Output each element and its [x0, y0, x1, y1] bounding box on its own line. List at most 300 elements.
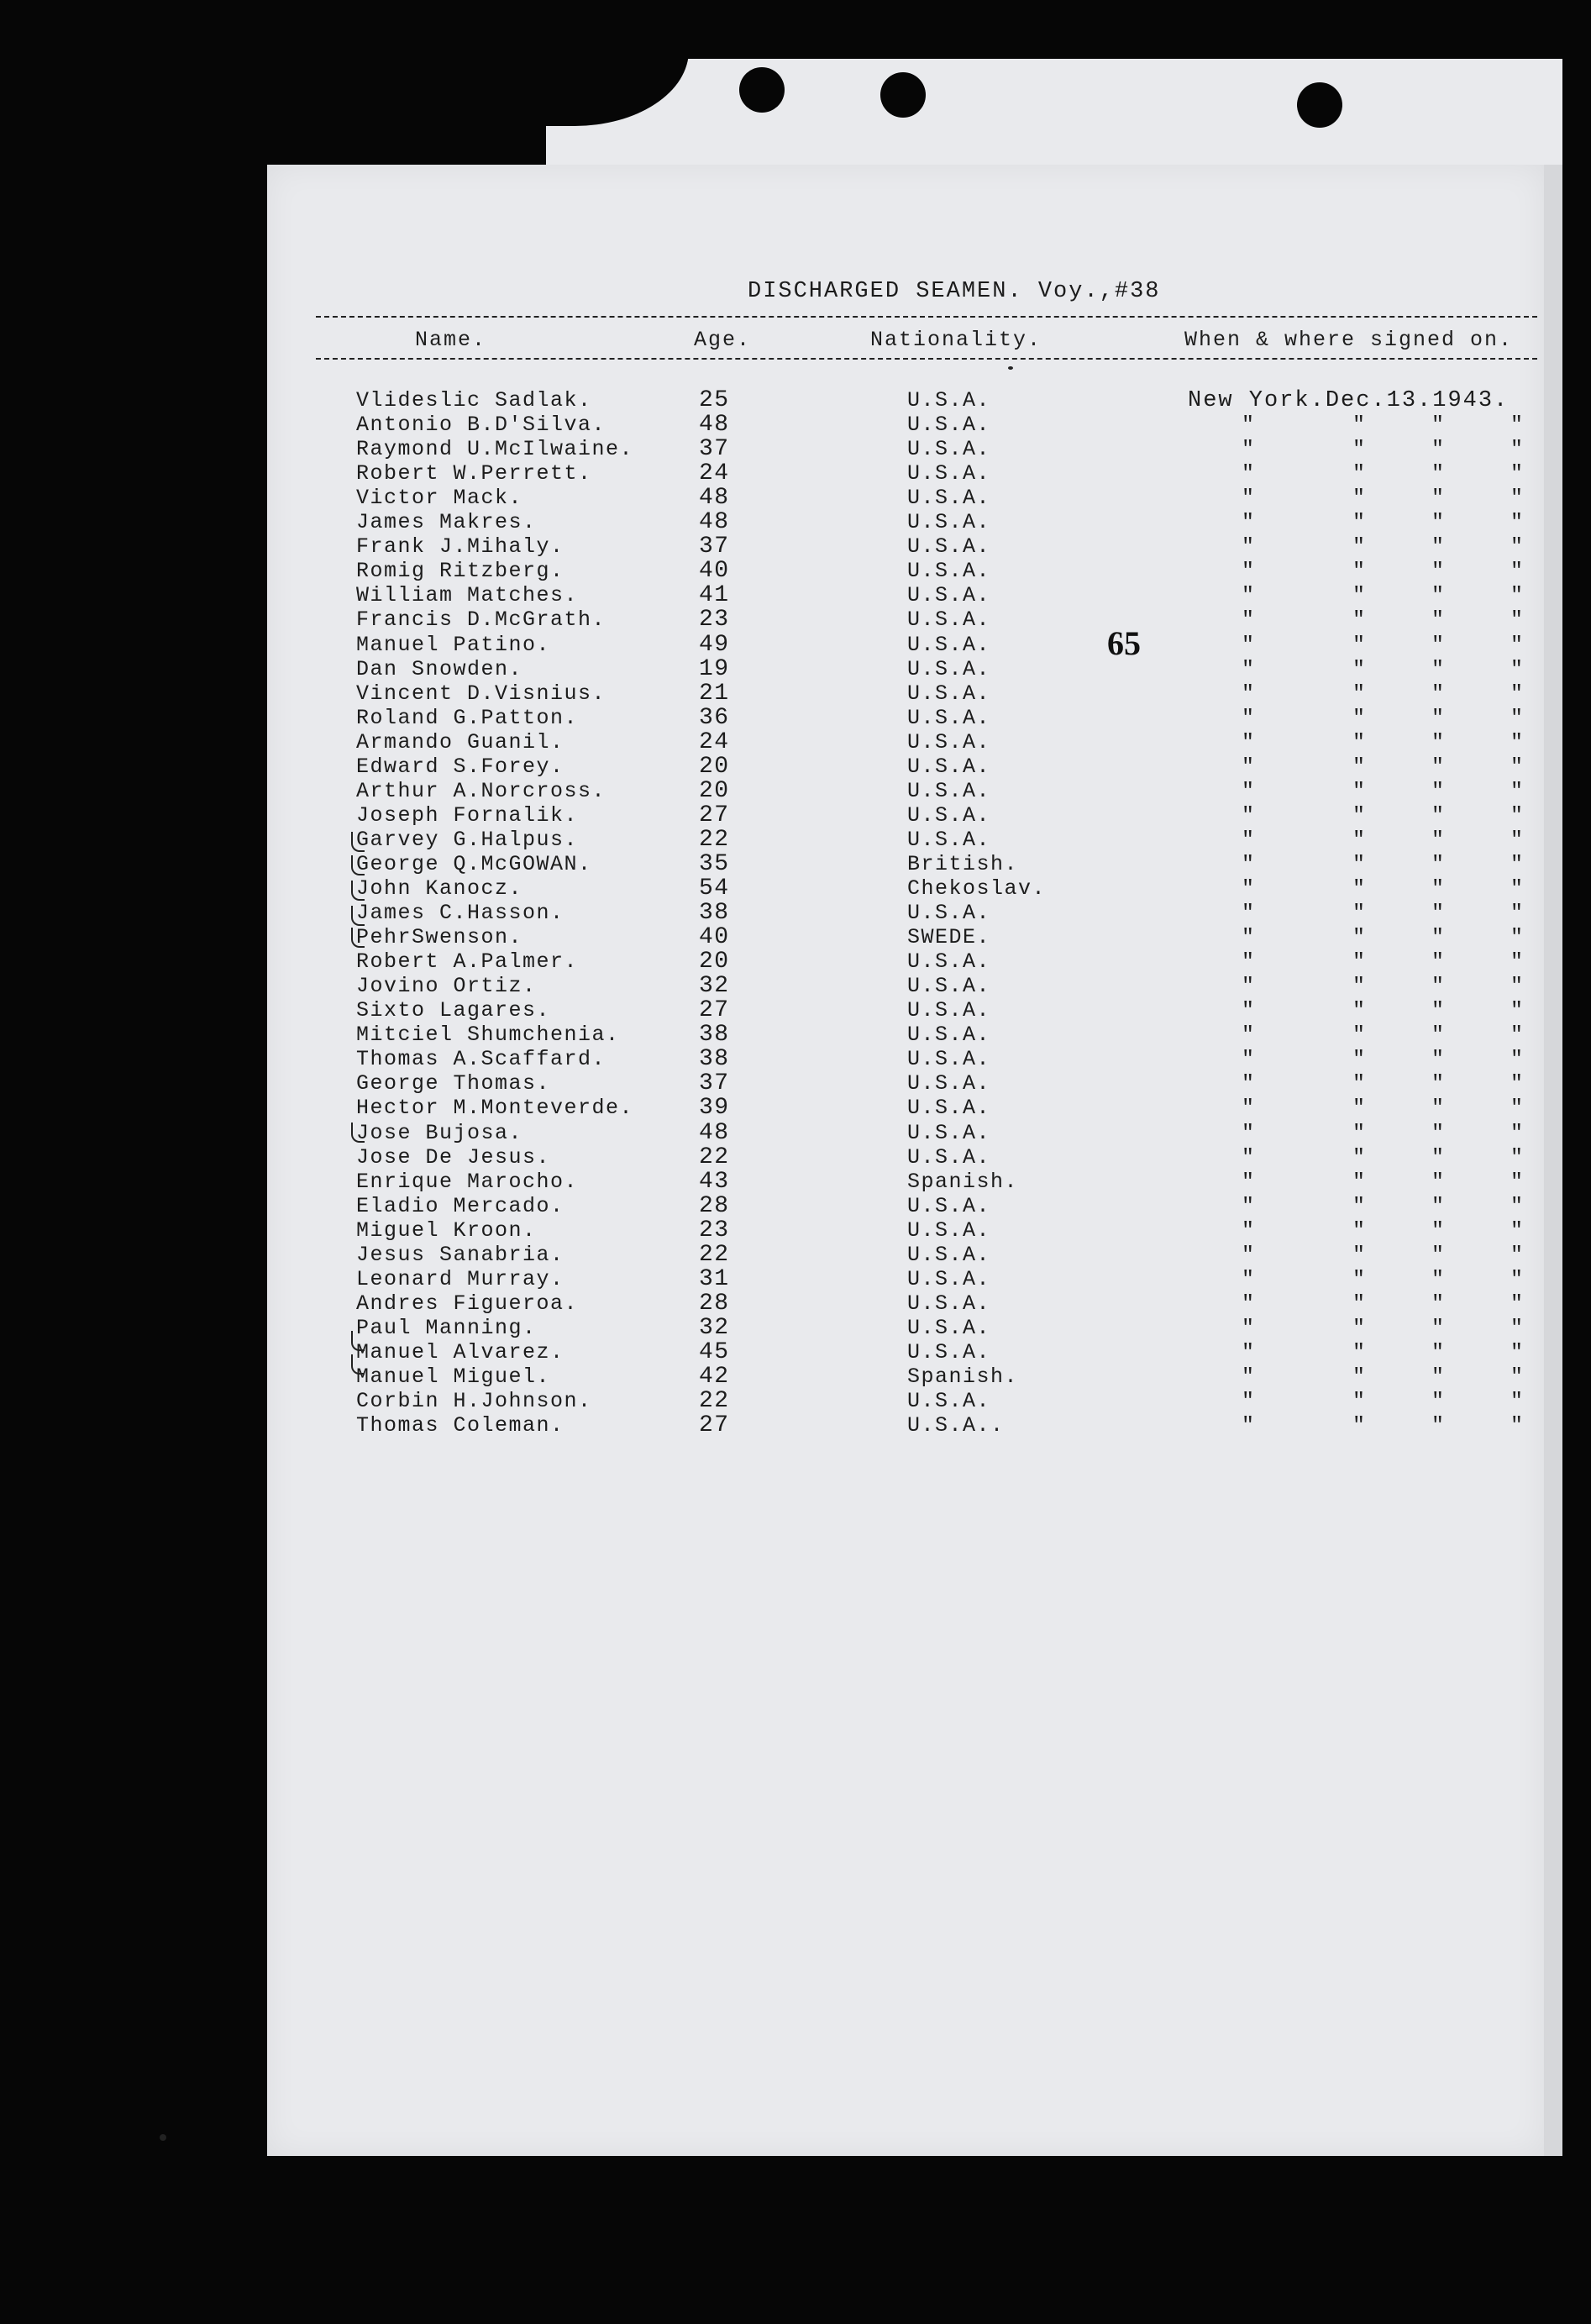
check-mark: [351, 928, 365, 948]
ditto-mark: ": [1352, 1120, 1367, 1145]
ditto-mark: ": [1352, 461, 1367, 486]
column-header-signed-on: When & where signed on.: [1184, 328, 1514, 352]
ditto-mark: ": [1510, 461, 1525, 486]
ditto-mark: ": [1352, 632, 1367, 657]
crew-age: 48: [699, 1119, 730, 1146]
table-row: [0, 1340, 1591, 1364]
table-row: [0, 388, 1591, 413]
crew-age: 27: [699, 997, 730, 1024]
crew-name: Vincent D.Visnius.: [356, 681, 606, 706]
ditto-mark: ": [1510, 1242, 1525, 1267]
ditto-mark: ": [1352, 510, 1367, 535]
crew-age: 42: [699, 1364, 730, 1390]
crew-age: 37: [699, 436, 730, 463]
ditto-mark: ": [1352, 1364, 1367, 1389]
ditto-mark: ": [1510, 1217, 1525, 1243]
crew-nationality: U.S.A.: [907, 388, 991, 413]
crew-age: 22: [699, 1388, 730, 1415]
ditto-mark: ": [1431, 534, 1446, 560]
crew-name: Romig Ritzberg.: [356, 559, 564, 584]
ditto-mark: ": [1352, 925, 1367, 950]
ditto-mark: ": [1352, 998, 1367, 1023]
crew-name: Paul Manning.: [356, 1315, 537, 1340]
crew-age: 23: [699, 1217, 730, 1243]
ditto-mark: ": [1510, 656, 1525, 681]
crew-nationality: U.S.A.: [907, 998, 991, 1023]
ditto-mark: ": [1242, 974, 1256, 999]
ditto-mark: ": [1242, 729, 1256, 755]
ditto-mark: ": [1352, 534, 1367, 560]
crew-name: George Thomas.: [356, 1071, 551, 1096]
table-row: [0, 607, 1591, 632]
table-row: [0, 1071, 1591, 1096]
ditto-mark: ": [1242, 534, 1256, 560]
column-header-nationality: Nationality.: [870, 328, 1042, 352]
ditto-mark: ": [1510, 925, 1525, 950]
crew-age: 22: [699, 826, 730, 853]
ditto-mark: ": [1352, 754, 1367, 779]
crew-nationality: U.S.A.: [907, 1242, 991, 1267]
crew-nationality: Chekoslav.: [907, 876, 1047, 901]
crew-age: 27: [699, 1412, 730, 1439]
crew-name: Thomas A.Scaffard.: [356, 1047, 606, 1072]
ditto-mark: ": [1510, 632, 1525, 657]
punch-hole: [739, 67, 785, 113]
ditto-mark: ": [1352, 1315, 1367, 1340]
ditto-mark: ": [1352, 681, 1367, 706]
crew-name: Francis D.McGrath.: [356, 607, 606, 633]
ditto-mark: ": [1510, 1413, 1525, 1438]
crew-name: PehrSwenson.: [356, 925, 523, 950]
ditto-mark: ": [1510, 1096, 1525, 1121]
ditto-mark: ": [1431, 1169, 1446, 1194]
ditto-mark: ": [1352, 1193, 1367, 1218]
ditto-mark: ": [1431, 974, 1446, 999]
table-row: [0, 998, 1591, 1023]
table-row: [0, 828, 1591, 852]
crew-age: 22: [699, 1241, 730, 1268]
crew-age: 28: [699, 1290, 730, 1317]
ditto-mark: ": [1242, 1023, 1256, 1048]
table-row: [0, 803, 1591, 828]
ditto-mark: ": [1352, 1389, 1367, 1414]
punch-hole: [880, 72, 926, 118]
ditto-mark: ": [1431, 1242, 1446, 1267]
table-row: [0, 1194, 1591, 1218]
ditto-mark: ": [1510, 974, 1525, 999]
table-row: [0, 1096, 1591, 1120]
crew-age: 32: [699, 1314, 730, 1341]
ditto-mark: ": [1510, 802, 1525, 828]
crew-name: Roland G.Patton.: [356, 705, 579, 730]
table-row: [0, 1316, 1591, 1340]
crew-age: 23: [699, 607, 730, 634]
ditto-mark: ": [1431, 510, 1446, 535]
ditto-mark: ": [1242, 461, 1256, 486]
crew-name: Leonard Murray.: [356, 1266, 564, 1291]
ditto-mark: ": [1510, 1023, 1525, 1048]
crew-age: 36: [699, 704, 730, 731]
ditto-mark: ": [1242, 1413, 1256, 1438]
table-row: [0, 1413, 1591, 1438]
ditto-mark: ": [1431, 1193, 1446, 1218]
ditto-mark: ": [1352, 1242, 1367, 1267]
crew-nationality: Spanish.: [907, 1169, 1019, 1194]
ditto-mark: ": [1510, 1120, 1525, 1145]
ditto-mark: ": [1431, 1047, 1446, 1072]
crew-nationality: U.S.A.: [907, 1193, 991, 1218]
ditto-mark: ": [1352, 729, 1367, 755]
crew-age: 32: [699, 973, 730, 1000]
ditto-mark: ": [1431, 778, 1446, 803]
crew-nationality: U.S.A.: [907, 1315, 991, 1340]
crew-name: Jovino Ortiz.: [356, 974, 537, 999]
crew-name: Robert W.Perrett.: [356, 461, 592, 486]
crew-name: Manuel Patino.: [356, 632, 551, 657]
table-row: [0, 974, 1591, 998]
crew-name: Edward S.Forey.: [356, 754, 564, 779]
crew-age: 20: [699, 949, 730, 975]
ditto-mark: ": [1352, 901, 1367, 926]
ditto-mark: ": [1242, 1217, 1256, 1243]
table-row: [0, 1121, 1591, 1145]
crew-name: Andres Figueroa.: [356, 1291, 579, 1316]
ditto-mark: ": [1242, 413, 1256, 438]
crew-name: Thomas Coleman.: [356, 1413, 564, 1438]
ditto-mark: ": [1431, 1023, 1446, 1048]
ditto-mark: ": [1510, 827, 1525, 852]
ditto-mark: ": [1510, 510, 1525, 535]
check-mark: [351, 855, 365, 875]
ditto-mark: ": [1431, 461, 1446, 486]
crew-age: 49: [699, 631, 730, 658]
crew-nationality: U.S.A.: [907, 1266, 991, 1291]
ditto-mark: ": [1242, 1144, 1256, 1170]
crew-name: Miguel Kroon.: [356, 1217, 537, 1243]
header-rule-top: [316, 316, 1537, 318]
ditto-mark: ": [1510, 1339, 1525, 1364]
ditto-mark: ": [1431, 925, 1446, 950]
ditto-mark: ": [1431, 1120, 1446, 1145]
crew-nationality: U.S.A.: [907, 583, 991, 608]
crew-nationality: U.S.A.: [907, 534, 991, 560]
crew-nationality: U.S.A.: [907, 729, 991, 755]
crew-name: Joseph Fornalik.: [356, 802, 579, 828]
ditto-mark: ": [1352, 1071, 1367, 1096]
ditto-mark: ": [1431, 1389, 1446, 1414]
crew-nationality: U.S.A.: [907, 1071, 991, 1096]
table-row: [0, 730, 1591, 755]
crew-name: Dan Snowden.: [356, 656, 523, 681]
ditto-mark: ": [1510, 559, 1525, 584]
check-mark: [351, 906, 365, 926]
table-row: [0, 633, 1591, 657]
ditto-mark: ": [1242, 1071, 1256, 1096]
ditto-mark: ": [1242, 1242, 1256, 1267]
ditto-mark: ": [1242, 876, 1256, 901]
table-row: [0, 1267, 1591, 1291]
crew-name: Antonio B.D'Silva.: [356, 413, 606, 438]
crew-name: George Q.McGOWAN.: [356, 851, 592, 876]
crew-age: 20: [699, 753, 730, 780]
ditto-mark: ": [1431, 705, 1446, 730]
table-row: [0, 461, 1591, 486]
crew-age: 22: [699, 1144, 730, 1170]
crew-nationality: U.S.A.: [907, 559, 991, 584]
crew-nationality: U.S.A.: [907, 901, 991, 926]
ditto-mark: ": [1242, 1315, 1256, 1340]
crew-nationality: U.S.A.: [907, 1339, 991, 1364]
crew-name: Manuel Alvarez.: [356, 1339, 564, 1364]
table-row: [0, 1218, 1591, 1243]
ditto-mark: ": [1431, 998, 1446, 1023]
crew-age: 48: [699, 412, 730, 439]
ditto-mark: ": [1510, 778, 1525, 803]
crew-name: Eladio Mercado.: [356, 1193, 564, 1218]
check-mark: [351, 1123, 365, 1143]
crew-nationality: U.S.A..: [907, 1413, 1005, 1438]
crew-age: 40: [699, 924, 730, 951]
signed-on-first-entry: New York.Dec.13.1943.: [1188, 388, 1510, 413]
ditto-mark: ": [1242, 925, 1256, 950]
table-row: [0, 852, 1591, 876]
crew-name: James C.Hasson.: [356, 901, 564, 926]
crew-nationality: U.S.A.: [907, 1144, 991, 1170]
table-row: [0, 510, 1591, 534]
ditto-mark: ": [1352, 1169, 1367, 1194]
crew-age: 21: [699, 680, 730, 707]
ditto-mark: ": [1352, 827, 1367, 852]
crew-nationality: U.S.A.: [907, 705, 991, 730]
ditto-mark: ": [1431, 486, 1446, 511]
crew-age: 28: [699, 1192, 730, 1219]
ditto-mark: ": [1431, 949, 1446, 975]
punch-hole: [1297, 82, 1342, 128]
ditto-mark: ": [1431, 1266, 1446, 1291]
header-rule-bottom: [316, 358, 1537, 360]
ditto-mark: ": [1352, 583, 1367, 608]
ditto-mark: ": [1431, 656, 1446, 681]
crew-nationality: U.S.A.: [907, 949, 991, 975]
crew-nationality: U.S.A.: [907, 656, 991, 681]
ditto-mark: ": [1352, 1339, 1367, 1364]
table-row: [0, 413, 1591, 437]
ditto-mark: ": [1352, 778, 1367, 803]
table-row: [0, 1170, 1591, 1194]
ditto-mark: ": [1431, 802, 1446, 828]
ditto-mark: ": [1431, 559, 1446, 584]
crew-nationality: Spanish.: [907, 1364, 1019, 1389]
check-mark: [351, 832, 365, 852]
crew-age: 38: [699, 1022, 730, 1049]
ditto-mark: ": [1510, 486, 1525, 511]
ditto-mark: ": [1510, 607, 1525, 633]
crew-nationality: U.S.A.: [907, 681, 991, 706]
ditto-mark: ": [1352, 1266, 1367, 1291]
crew-nationality: U.S.A.: [907, 974, 991, 999]
crew-age: 27: [699, 802, 730, 828]
crew-age: 37: [699, 1070, 730, 1097]
table-row: [0, 486, 1591, 510]
crew-name: Jose Bujosa.: [356, 1120, 523, 1145]
ink-speck: [160, 2134, 166, 2141]
crew-name: Armando Guanil.: [356, 729, 564, 755]
crew-nationality: U.S.A.: [907, 1120, 991, 1145]
crew-name: William Matches.: [356, 583, 579, 608]
crew-nationality: U.S.A.: [907, 778, 991, 803]
crew-nationality: U.S.A.: [907, 754, 991, 779]
crew-age: 25: [699, 387, 730, 413]
table-row: [0, 876, 1591, 901]
ditto-mark: ": [1352, 1096, 1367, 1121]
ditto-mark: ": [1510, 1071, 1525, 1096]
crew-age: 20: [699, 777, 730, 804]
ditto-mark: ": [1510, 705, 1525, 730]
ditto-mark: ": [1431, 437, 1446, 462]
ditto-mark: ": [1510, 949, 1525, 975]
crew-nationality: U.S.A.: [907, 486, 991, 511]
ditto-mark: ": [1352, 802, 1367, 828]
crew-nationality: U.S.A.: [907, 510, 991, 535]
ditto-mark: ": [1510, 681, 1525, 706]
ditto-mark: ": [1431, 1071, 1446, 1096]
paper-top-tab: [546, 59, 1562, 176]
ditto-mark: ": [1352, 607, 1367, 633]
ditto-mark: ": [1431, 827, 1446, 852]
ditto-mark: ": [1352, 486, 1367, 511]
ditto-mark: ": [1352, 1291, 1367, 1316]
ditto-mark: ": [1242, 851, 1256, 876]
ditto-mark: ": [1242, 681, 1256, 706]
ditto-mark: ": [1510, 1193, 1525, 1218]
crew-name: Manuel Miguel.: [356, 1364, 551, 1389]
check-mark: [351, 881, 365, 901]
crew-nationality: U.S.A.: [907, 437, 991, 462]
ditto-mark: ": [1431, 1413, 1446, 1438]
table-row: [0, 1389, 1591, 1413]
ditto-mark: ": [1242, 1096, 1256, 1121]
ditto-mark: ": [1352, 437, 1367, 462]
crew-name: Sixto Lagares.: [356, 998, 551, 1023]
table-row: [0, 657, 1591, 681]
crew-nationality: British.: [907, 851, 1019, 876]
document-title: DISCHARGED SEAMEN. Voy.,#38: [748, 279, 1161, 304]
crew-age: 40: [699, 558, 730, 585]
ditto-mark: ": [1510, 413, 1525, 438]
ditto-mark: ": [1352, 656, 1367, 681]
ditto-mark: ": [1242, 1291, 1256, 1316]
crew-name: Arthur A.Norcross.: [356, 778, 606, 803]
ditto-mark: ": [1510, 851, 1525, 876]
table-row: [0, 681, 1591, 706]
ditto-mark: ": [1431, 1291, 1446, 1316]
table-row: [0, 1023, 1591, 1047]
ditto-mark: ": [1242, 1266, 1256, 1291]
crew-age: 19: [699, 655, 730, 682]
crew-name: Victor Mack.: [356, 486, 523, 511]
ditto-mark: ": [1510, 754, 1525, 779]
ditto-mark: ": [1431, 681, 1446, 706]
ditto-mark: ": [1510, 876, 1525, 901]
table-row: [0, 1047, 1591, 1071]
ditto-mark: ": [1242, 901, 1256, 926]
ditto-mark: ": [1242, 486, 1256, 511]
ink-speck: [1008, 366, 1013, 370]
table-row: [0, 779, 1591, 803]
table-row: [0, 1364, 1591, 1389]
column-header-name: Name.: [415, 328, 487, 352]
ditto-mark: ": [1510, 534, 1525, 560]
page-number: 65: [1107, 624, 1141, 662]
crew-nationality: U.S.A.: [907, 632, 991, 657]
crew-age: 45: [699, 1338, 730, 1365]
crew-age: 41: [699, 582, 730, 609]
ditto-mark: ": [1431, 1144, 1446, 1170]
crew-name: Jesus Sanabria.: [356, 1242, 564, 1267]
ditto-mark: ": [1352, 949, 1367, 975]
ditto-mark: ": [1510, 998, 1525, 1023]
ditto-mark: ": [1242, 437, 1256, 462]
table-row: [0, 583, 1591, 607]
ditto-mark: ": [1352, 974, 1367, 999]
ditto-mark: ": [1510, 437, 1525, 462]
ditto-mark: ": [1242, 998, 1256, 1023]
ditto-mark: ": [1510, 1389, 1525, 1414]
crew-nationality: U.S.A.: [907, 461, 991, 486]
check-mark: [351, 1331, 365, 1351]
table-row: [0, 901, 1591, 925]
crew-name: Frank J.Mihaly.: [356, 534, 564, 560]
crew-name: Vlideslic Sadlak.: [356, 388, 592, 413]
ditto-mark: ": [1352, 1217, 1367, 1243]
ditto-mark: ": [1431, 1315, 1446, 1340]
crew-age: 24: [699, 728, 730, 755]
crew-age: 48: [699, 485, 730, 512]
ditto-mark: ": [1510, 1364, 1525, 1389]
ditto-mark: ": [1510, 901, 1525, 926]
ditto-mark: ": [1431, 729, 1446, 755]
crew-nationality: U.S.A.: [907, 802, 991, 828]
ditto-mark: ": [1352, 705, 1367, 730]
ditto-mark: ": [1242, 559, 1256, 584]
crew-name: Robert A.Palmer.: [356, 949, 579, 975]
ditto-mark: ": [1510, 1144, 1525, 1170]
crew-age: 39: [699, 1095, 730, 1122]
crew-name: Garvey G.Halpus.: [356, 827, 579, 852]
crew-age: 37: [699, 534, 730, 560]
ditto-mark: ": [1242, 607, 1256, 633]
crew-age: 35: [699, 850, 730, 877]
crew-age: 43: [699, 1168, 730, 1195]
table-row: [0, 755, 1591, 779]
ditto-mark: ": [1242, 583, 1256, 608]
ditto-mark: ": [1242, 949, 1256, 975]
ditto-mark: ": [1352, 851, 1367, 876]
ditto-mark: ": [1242, 656, 1256, 681]
ditto-mark: ": [1431, 876, 1446, 901]
ditto-mark: ": [1510, 583, 1525, 608]
crew-age: 54: [699, 875, 730, 902]
crew-age: 48: [699, 509, 730, 536]
ditto-mark: ": [1431, 1339, 1446, 1364]
crew-nationality: SWEDE.: [907, 925, 991, 950]
ditto-mark: ": [1510, 1266, 1525, 1291]
ditto-mark: ": [1431, 1096, 1446, 1121]
crew-name: Corbin H.Johnson.: [356, 1389, 592, 1414]
ditto-mark: ": [1242, 1364, 1256, 1389]
ditto-mark: ": [1510, 1315, 1525, 1340]
crew-name: Mitciel Shumchenia.: [356, 1023, 620, 1048]
